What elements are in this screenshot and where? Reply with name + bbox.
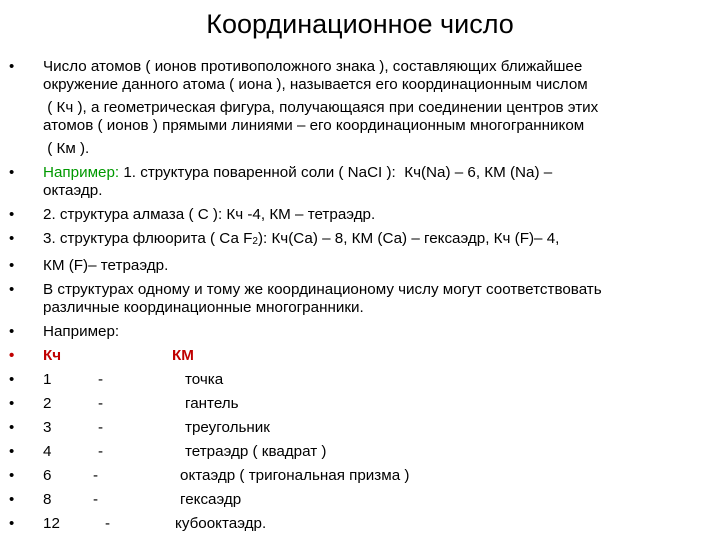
table-row bbox=[0, 467, 683, 485]
row-shape: кубооктаэдр. bbox=[175, 515, 267, 532]
row-shape: гексаэдр bbox=[180, 491, 242, 508]
row-dash: - bbox=[98, 395, 104, 412]
table-row bbox=[0, 515, 683, 533]
bullet-icon: • bbox=[9, 347, 15, 364]
definition-continuation bbox=[0, 99, 693, 158]
table-row bbox=[0, 419, 683, 437]
list-item-definition bbox=[0, 58, 683, 94]
row-number: 6 bbox=[43, 467, 52, 484]
table-row bbox=[0, 443, 683, 461]
bullet-icon: • bbox=[9, 419, 15, 436]
bullet-icon: • bbox=[9, 371, 15, 388]
polyhedra-line-2: различные координационные многогранники. bbox=[43, 299, 364, 316]
bullet-icon: • bbox=[9, 230, 15, 247]
for-example-text: Например: bbox=[43, 323, 120, 340]
row-number: 3 bbox=[43, 419, 52, 436]
definition-line-5: ( Км ). bbox=[43, 140, 90, 157]
example-nacl-line-2: октаэдр. bbox=[43, 182, 103, 199]
bullet-icon: • bbox=[9, 515, 15, 532]
row-dash: - bbox=[98, 419, 104, 436]
row-number: 12 bbox=[43, 515, 60, 532]
bullet-icon: • bbox=[9, 164, 15, 181]
row-shape: гантель bbox=[185, 395, 239, 412]
diamond-text: 2. структура алмаза ( С ): Кч -4, КМ – тетраэдр. bbox=[43, 206, 376, 223]
row-dash: - bbox=[93, 467, 99, 484]
fluorite-text-b: ): Кч(Са) – 8, КМ (Са) – гексаэдр, Кч (F)– 4, bbox=[257, 230, 560, 247]
definition-line-4: атомов ( ионов ) прямыми линиями – его координационным многогранником bbox=[43, 117, 585, 134]
polyhedra-line-1: В структурах одному и тому же координационому числу могут соответствовать bbox=[43, 281, 602, 298]
bullet-icon: • bbox=[9, 467, 15, 484]
coordination-table bbox=[0, 371, 720, 533]
list-item-diamond bbox=[0, 206, 683, 224]
definition-line-2: окружение данного атома ( иона ), называется его координационным числом bbox=[43, 76, 588, 93]
row-shape: тетраэдр ( квадрат ) bbox=[185, 443, 327, 460]
bullet-icon: • bbox=[9, 58, 15, 75]
bullet-icon: • bbox=[9, 206, 15, 223]
list-item-polyhedra bbox=[0, 281, 683, 317]
bullet-list bbox=[0, 58, 720, 533]
bullet-icon: • bbox=[9, 443, 15, 460]
row-number: 1 bbox=[43, 371, 52, 388]
example-nacl-text: 1. структура поваренной соли ( NaCI ): Кч(Na) – 6, КМ (Na) – bbox=[119, 164, 553, 181]
row-shape: точка bbox=[185, 371, 224, 388]
fluorite-text-a: 3. структура флюорита ( Са F bbox=[43, 230, 253, 247]
bullet-icon: • bbox=[9, 491, 15, 508]
list-item-fluorite-km bbox=[0, 257, 683, 275]
row-dash: - bbox=[98, 443, 104, 460]
row-number: 2 bbox=[43, 395, 52, 412]
bullet-icon: • bbox=[9, 395, 15, 412]
table-row bbox=[0, 491, 683, 509]
bullet-icon: • bbox=[9, 323, 15, 340]
list-item-example-nacl bbox=[0, 164, 683, 200]
fluorite-subscript: 2 bbox=[252, 236, 258, 247]
row-dash: - bbox=[98, 371, 104, 388]
bullet-icon: • bbox=[9, 257, 15, 274]
row-shape: октаэдр ( тригональная призма ) bbox=[180, 467, 410, 484]
table-row bbox=[0, 395, 683, 413]
header-kch: Кч bbox=[43, 347, 62, 364]
row-number: 8 bbox=[43, 491, 52, 508]
fluorite-km-text: КМ (F)– тетраэдр. bbox=[43, 257, 169, 274]
row-number: 4 bbox=[43, 443, 52, 460]
row-dash: - bbox=[93, 491, 99, 508]
bullet-icon: • bbox=[9, 281, 15, 298]
header-km: КМ bbox=[172, 347, 194, 364]
slide-title: Координационное число bbox=[206, 9, 514, 39]
list-item-for-example bbox=[0, 323, 683, 341]
table-row bbox=[0, 371, 683, 389]
definition-line-3: ( Кч ), а геометрическая фигура, получающаяся при соединении центров этих bbox=[43, 99, 599, 116]
row-shape: треугольник bbox=[185, 419, 270, 436]
example-label: Например: bbox=[43, 164, 120, 181]
table-header-row bbox=[0, 347, 683, 365]
list-item-fluorite bbox=[0, 230, 683, 251]
definition-line-1: Число атомов ( ионов противоположного знака ), составляющих ближайшее bbox=[43, 58, 583, 75]
row-dash: - bbox=[105, 515, 111, 532]
